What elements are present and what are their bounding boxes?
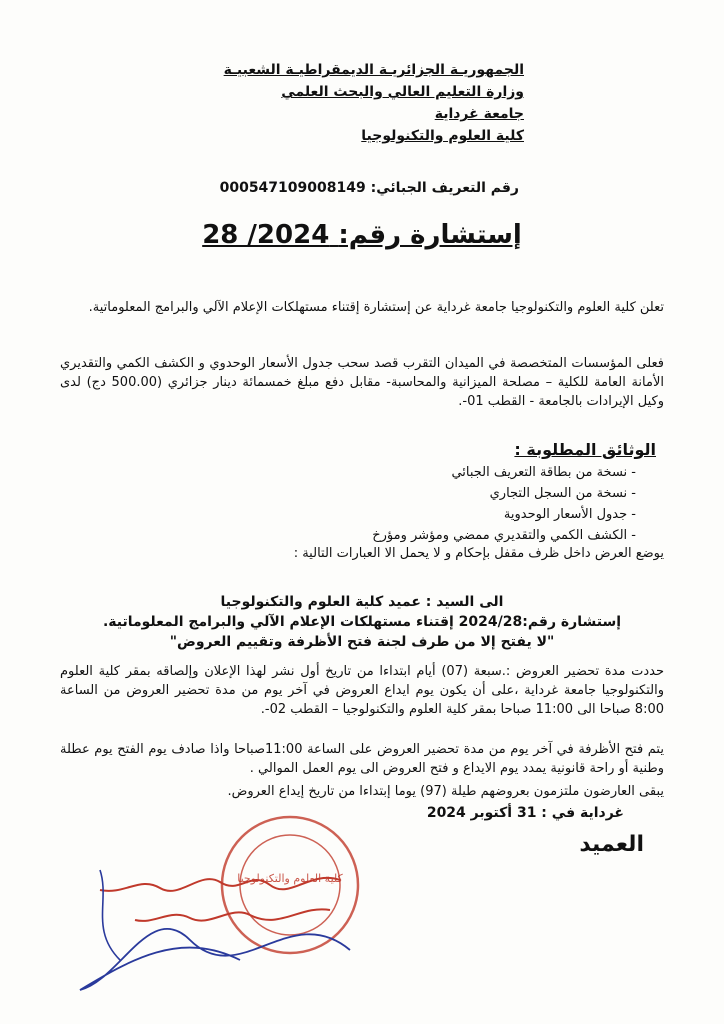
list-item: - نسخة من بطاقة التعريف الجبائي xyxy=(372,462,636,483)
list-item: - نسخة من السجل التجاري xyxy=(372,483,636,504)
title-number: 28 /2024 xyxy=(202,220,330,250)
handwritten-signature xyxy=(40,840,400,1000)
tax-id-label: رقم التعريف الجبائي: xyxy=(370,180,519,196)
header-republic: الجمهوريـة الجزائريـة الديمقراطيـة الشعبيـة xyxy=(223,62,524,78)
date-line: غرداية في : 31 أكتوبر 2024 xyxy=(426,805,624,821)
documents-list xyxy=(372,462,636,546)
documents-title: الوثائق المطلوبة : xyxy=(514,440,656,459)
address-subject: إستشارة رقم:2024/28 إقتناء مستهلكات الإعلام الآلي والبرامج المعلوماتية. xyxy=(102,614,622,630)
envelope-note: يوضع العرض داخل ظرف مقفل بإحكام و لا يحمل الا العبارات التالية : xyxy=(293,546,664,561)
intro-paragraph: تعلن كلية العلوم والتكنولوجيا جامعة غرداية عن إستشارة إقتناء مستهلكات الإعلام الآلي والبرامج المعلوماتية. xyxy=(88,300,664,315)
envelope-address xyxy=(0,592,724,652)
header-faculty: كلية العلوم والتكنولوجيا xyxy=(361,128,524,144)
header-ministry: وزارة التعليم العالي والبحث العلمي xyxy=(281,84,524,100)
address-recipient: الى السيد : عميد كلية العلوم والتكنولوجيا xyxy=(220,594,504,610)
opening-paragraph: يتم فتح الأظرفة في آخر يوم من مدة تحضير العروض على الساعة 11:00صباحا واذا صادف يوم الفتح يوم عطلة وطنية أو راحة قانونية يمدد يوم الايداع و فتح العروض الى يوم العمل الموالي . xyxy=(60,742,664,776)
tax-id-value: 000547109008149 xyxy=(219,180,366,196)
list-item: - الكشف الكمي والتقديري ممضي ومؤشر ومؤرخ xyxy=(372,525,636,546)
stamp-label: كلية العلوم والتكنولوجيا xyxy=(237,872,343,885)
title-prefix: إستشارة رقم: xyxy=(338,220,522,250)
header-university: جامعة غرداية xyxy=(434,106,524,122)
list-item: - جدول الأسعار الوحدوية xyxy=(372,504,636,525)
tax-id xyxy=(220,180,519,196)
invitation-paragraph: فعلى المؤسسات المتخصصة في الميدان التقرب قصد سحب جدول الأسعار الوحدوي و الكشف الكمي والتقديري الأمانة العامة للكلية – مصلحة الميزانية والمحاسبة- مقابل دفع مبلغ خمسمائة دينار جزائري (500.00 دج) لدى وكيل الإيرادات بالجامعة - القطب 01-. xyxy=(60,356,664,409)
consultation-title xyxy=(0,220,724,250)
signatory-title: العميد xyxy=(579,832,644,857)
deadline-paragraph: حددت مدة تحضير العروض :.سبعة (07) أيام ابتداءا من تاريخ أول نشر لهذا الإعلان وإلصاقه بمقر كلية العلوم والتكنولوجيا جامعة غرداية ،على أن يكون يوم ايداع العروض في آخر يوم من مدة تحضير العروض من الساعة 8:00 صباحا الى 11:00 صباحا بمقر كلية العلوم والتكنولوجيا – القطب 02-. xyxy=(60,664,664,717)
address-warning: "لا يفتح إلا من طرف لجنة فتح الأظرفة وتقييم العروض" xyxy=(169,634,555,650)
validity-paragraph: يبقى العارضون ملتزمون بعروضهم طيلة (97) يوما إبتداءا من تاريخ إيداع العروض. xyxy=(227,784,664,799)
